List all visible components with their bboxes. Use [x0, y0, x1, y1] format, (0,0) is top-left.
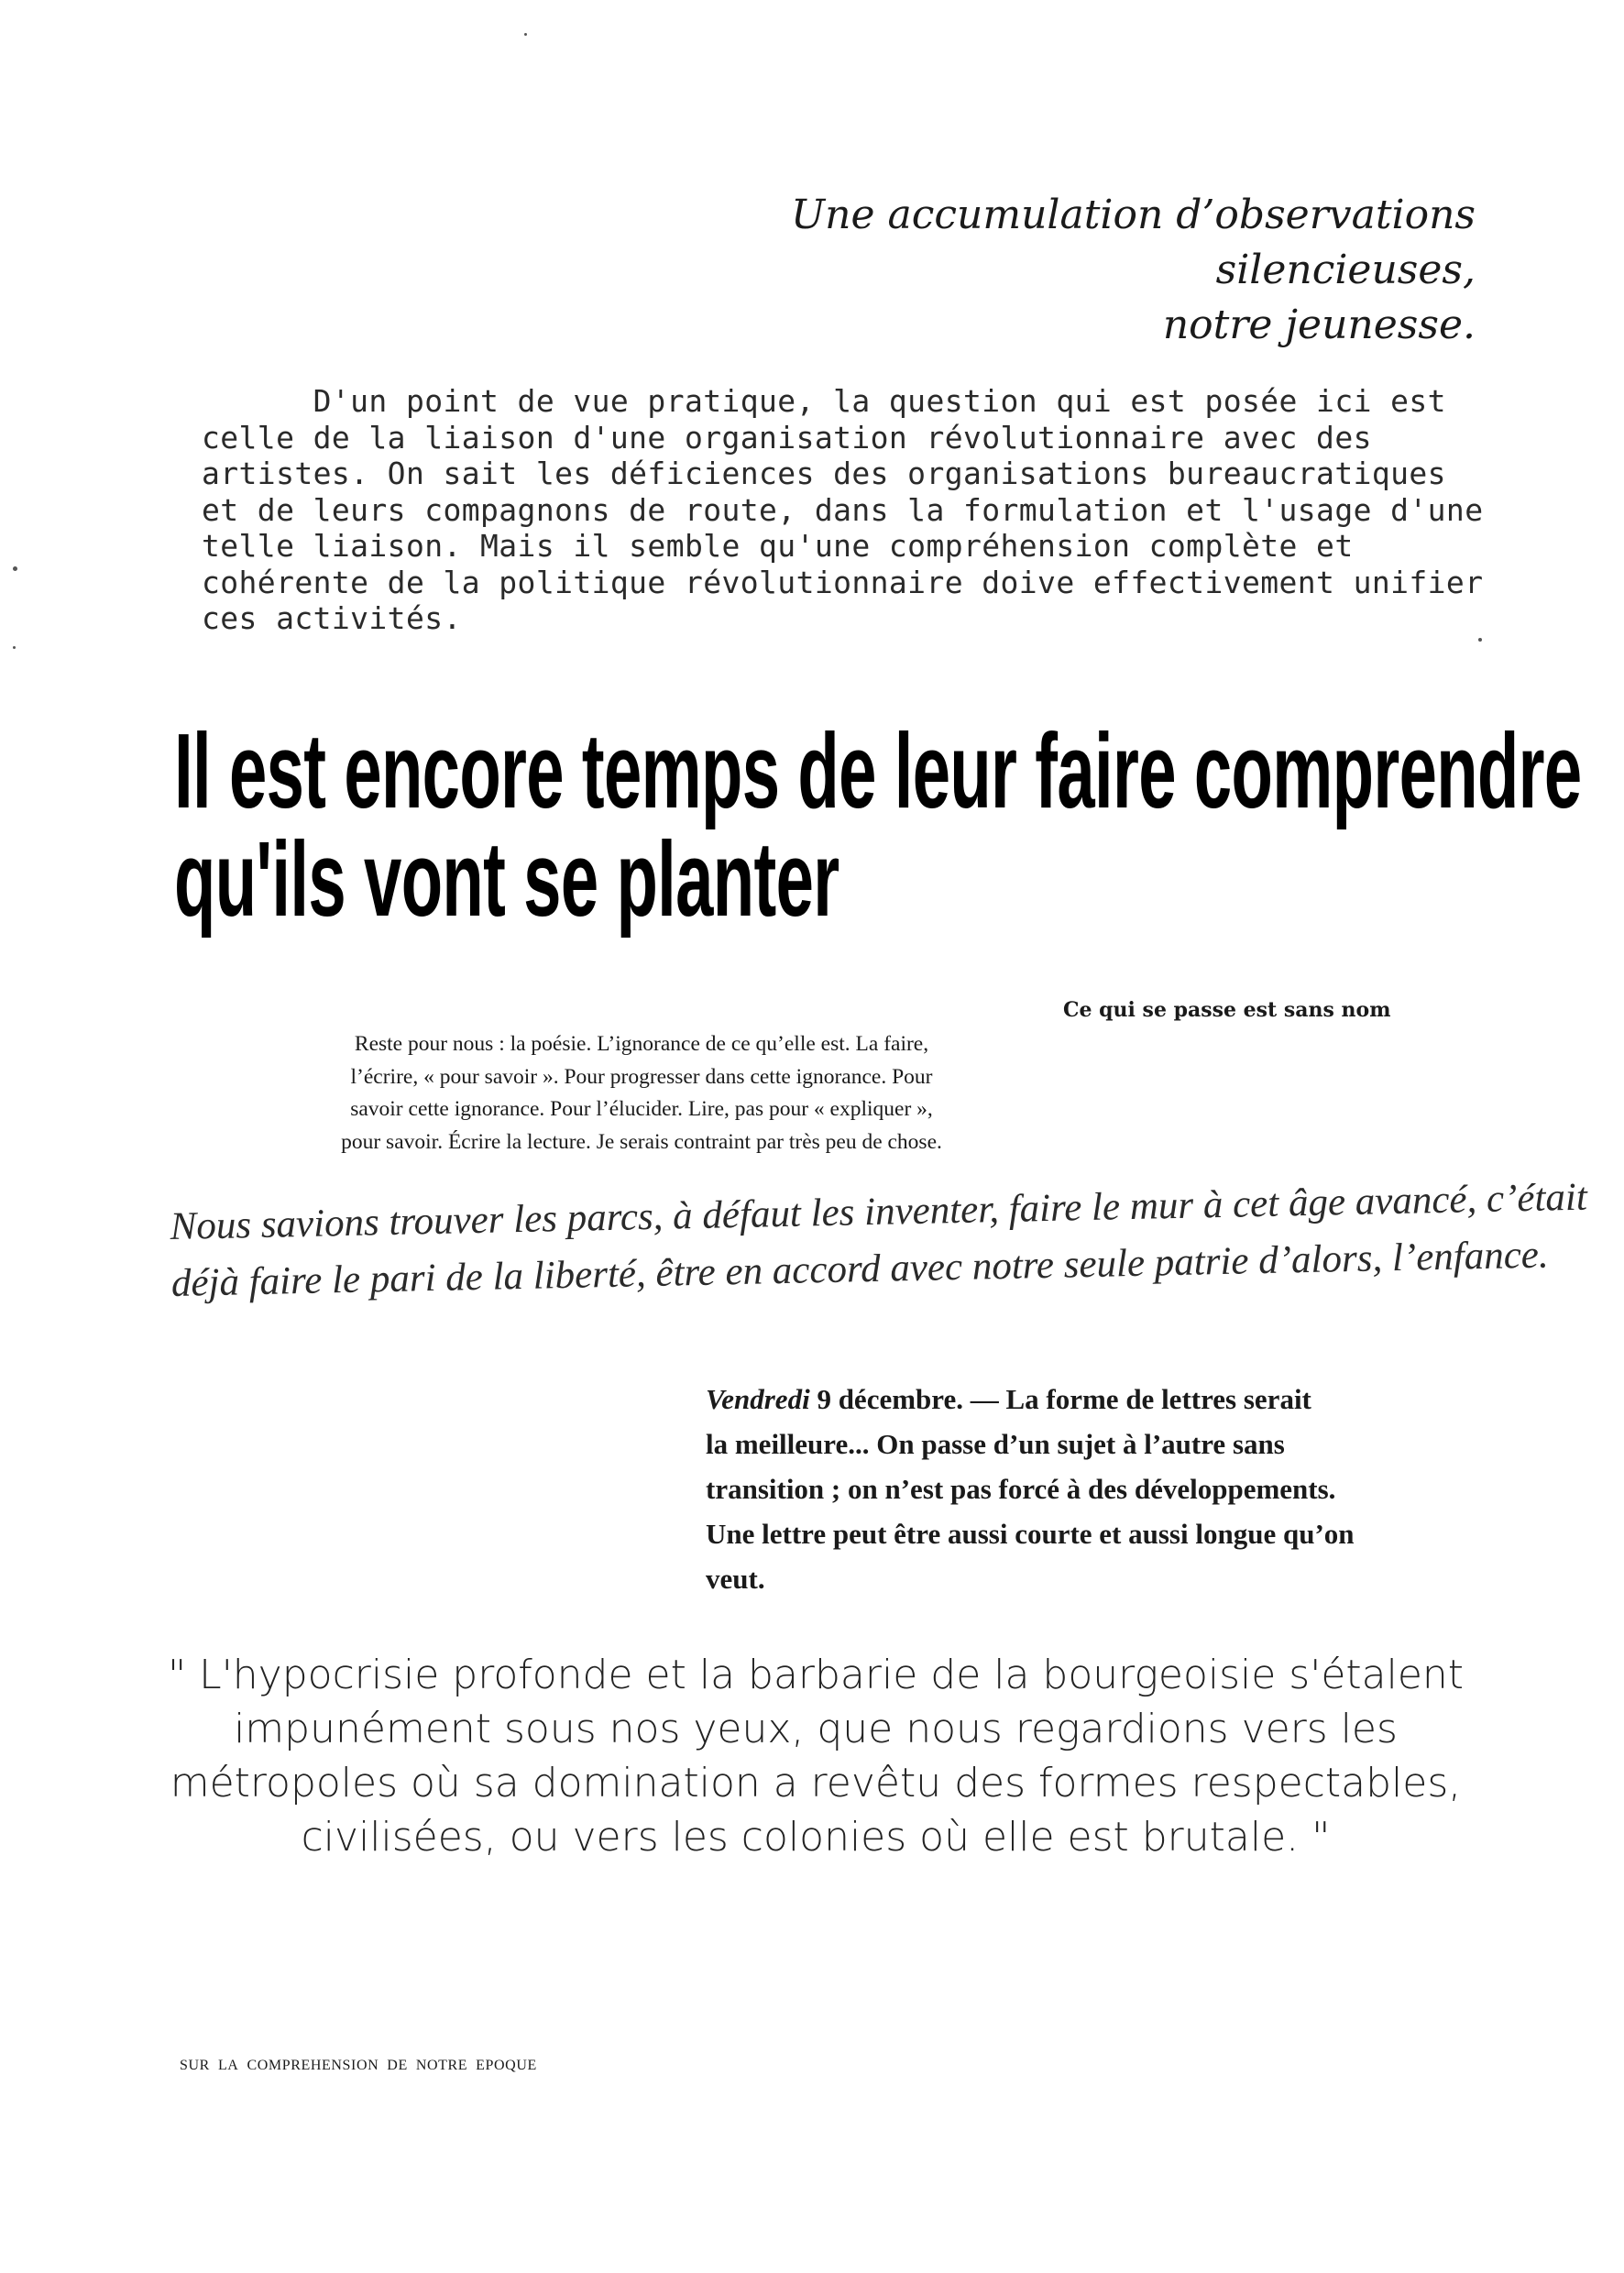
headline-line: qu'ils vont se planter — [174, 819, 839, 939]
excerpt-line: la meilleure... On passe d’un sujet à l’autre sans — [706, 1428, 1285, 1460]
poetry-paragraph — [312, 1028, 971, 1158]
typewritten-line: ces activités. — [202, 600, 462, 636]
typewritten-line: artistes. On sait les déficiences des organisations bureaucratiques — [202, 456, 1446, 491]
excerpt-line: veut. — [706, 1563, 765, 1595]
scan-speck — [13, 646, 16, 649]
quote-line: métropoles où sa domination a revêtu des formes respectables, — [170, 1760, 1462, 1806]
typewritten-paragraph — [202, 383, 1503, 637]
poetry-line: pour savoir. Écrire la lecture. Je serais contraint par très peu de chose. — [341, 1129, 942, 1154]
poetry-line: Reste pour nous : la poésie. L’ignorance de ce qu’elle est. La faire, — [354, 1032, 929, 1056]
epigraph — [559, 188, 1476, 353]
quote-line: impunément sous nos yeux, que nous regardions vers les — [234, 1706, 1398, 1752]
italic-line: déjà faire le pari de la liberté, être en accord avec notre seule patrie d’alors, l’enfance. — [170, 1233, 1550, 1305]
footer-word: EPOQUE — [476, 2058, 537, 2073]
book-excerpt — [706, 1377, 1503, 1601]
italic-line: Nous savions trouver les parcs, à défaut les inventer, faire le mur à cet âge avancé, c’était — [170, 1175, 1588, 1248]
excerpt-line: transition ; on n’est pas forcé à des développements. — [706, 1473, 1336, 1505]
excerpt-first-line — [706, 1377, 1503, 1422]
scan-speck — [13, 566, 17, 571]
poetry-line: l’écrire, « pour savoir ». Pour progresser dans cette ignorance. Pour — [350, 1064, 933, 1089]
excerpt-day: Vendredi — [706, 1383, 810, 1415]
typewritten-line: cohérente de la politique révolutionnaire doive effectivement unifier — [202, 564, 1484, 600]
footer-word: SUR — [180, 2058, 210, 2073]
quote-line: " L'hypocrisie profonde et la barbarie de la bourgeoisie s'étalent — [167, 1652, 1465, 1698]
footer-word: NOTRE — [415, 2058, 468, 2073]
footer-word: COMPREHENSION — [247, 2058, 379, 2073]
quote-line: civilisées, ou vers les colonies où elle est brutale. " — [301, 1814, 1331, 1861]
epigraph-line: Une accumulation d’observations silencieuses, — [791, 192, 1476, 293]
scan-speck — [524, 33, 527, 36]
quote — [137, 1648, 1494, 1864]
footer-word: DE — [387, 2058, 408, 2073]
scan-speck — [1478, 638, 1482, 642]
footer-title — [180, 2057, 913, 2075]
epigraph-line: notre jeunesse. — [1162, 302, 1476, 348]
typewritten-line: telle liaison. Mais il semble qu'une compréhension complète et — [202, 528, 1354, 564]
typewritten-line: et de leurs compagnons de route, dans la formulation et l'usage d'une — [202, 491, 1484, 528]
typewritten-line: D'un point de vue pratique, la question qui est posée ici est — [202, 383, 1446, 419]
excerpt-date-rest: 9 décembre. — La forme de lettres serait — [809, 1383, 1311, 1415]
typewritten-line: celle de la liaison d'une organisation révolutionnaire avec des — [202, 419, 1372, 456]
italic-paragraph — [170, 1170, 1588, 1312]
caption: Ce qui se passe est sans nom — [1063, 998, 1391, 1022]
headline — [174, 711, 1582, 939]
poetry-line: savoir cette ignorance. Pour l’élucider. Lire, pas pour « expliquer », — [350, 1097, 933, 1121]
headline-line: Il est encore temps de leur faire comprendre — [174, 711, 1582, 830]
footer-word: LA — [217, 2058, 239, 2073]
excerpt-line: Une lettre peut être aussi courte et aussi longue qu’on — [706, 1518, 1355, 1550]
